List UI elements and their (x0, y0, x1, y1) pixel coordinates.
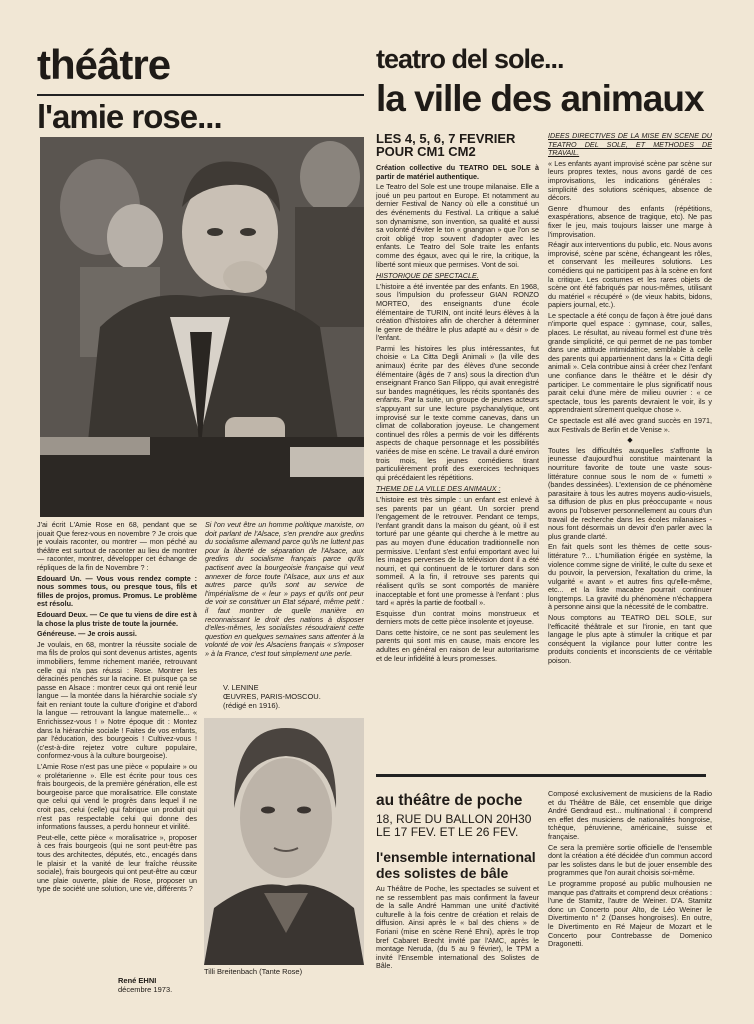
dates-line-1: LES 4, 5, 6, 7 FEVRIER (376, 131, 516, 146)
amie-dialogue-3: Généreuse. — Je crois aussi. (37, 629, 137, 639)
right-paragraph-2: Genre d'humour des enfants (répétitions, exaspérations, absence de tragique, etc). Ne pas fixer le jeu, mais toujours laisser une marge à l'improvisation. (548, 203, 712, 239)
poche-subtitle (376, 849, 536, 881)
man-smoking-photo (40, 137, 364, 517)
portrait-caption: Tilli Breitenbach (Tante Rose) (204, 967, 303, 976)
lenin-source: ŒUVRES, PARIS-MOSCOU. (223, 692, 321, 701)
teatro-paragraph-3: Parmi les histoires les plus intéressantes, fut choisie « La Citta Degli Animali » (la ville des animaux) écrite par des élèves d'une seconde élémentaire (âgés de 7 ans) sous la direction d'un enseignant Franco San Filippo, qui avait enregistré sur bandes magnétiques, les récits spontanés des enfants. Par la suite, un groupe de jeunes acteurs s'appuyant sur une lecture psychanalytique, ont improvisé sur le texte comme canevas, dans un climat de collaboration joyeuse. Le changement continuel des rôles a permis de voir les différents aspects de chaque personnage et les possibilités variées de mise en scène. Le travail a duré environ trois mois, les jeunes comédiens tirant particulièrement profit des exercices techniques qui précédaient les répétitions. (376, 343, 539, 482)
amie-dialogue-1: Edouard Un. — Vous vous rendez compte : nous sommes tous, ou presque tous, fils et filles de projos, promus. Promus. Le problème est résolu. (37, 573, 197, 609)
poche-paragraph-4: Le programme proposé au public mulhousien ne manque pas d'attraits et comprend deux créations : l'une de Stamitz, l'autre de Weiner. D'A. Stamitz donc un Concerto pour Alto, de Léo Weiner le Divertimento n° 2 (Danses hongroises). En outre, le Divertimento en Ré Majeur de Mozart et le Concerto pour Contrebasse de Domenico Dragonetti. (548, 878, 712, 949)
poche-dates (376, 813, 531, 839)
poche-column-left (376, 885, 539, 1015)
lenin-quote-text: Si l'on veut être un homme politique marxiste, on doit parlant de l'Alsace, s'en prendre aux gredins du socialisme allemand parce qu'ils ne luttent pas pour la liberté de séparation de l'Alsace, aux gredins du socialisme français parce qu'ils pactisent avec la bourgeoisie française qui veut annexer de force toute l'Alsace, aux uns et aux autres parce qu'ils sont au service de l'impérialisme de « leur » pays et qu'ils ont peur de voir se constituer un Etat séparé, même petit : il faut montrer de quelle manière en reconnaissant le droit des nations à disposer d'elles-mêmes, les socialistes résoudraient cette question en quelques semaines sans attenter à la volonté de voir les Alsaciens français « s'imposer » à la France, c'est tout simplement une perle. (205, 521, 364, 658)
right-paragraph-8: Nous comptons au TEATRO DEL SOLE, sur l'efficacité théâtrale et sur l'ironie, en tant que langage le plus apte à stimuler la critique et par conséquent la vigilance pour lutter contre les produits concients et inconscients de ce véritable poison. (548, 613, 712, 666)
article-kicker-teatro: teatro del sole... (376, 44, 564, 74)
right-paragraph-1: « Les enfants ayant improvisé scène par scène sur leurs propres textes, nous avons gardé de ces improvisations, les indications générales : simplicité des solutions scéniques, absence de décors. (548, 158, 712, 203)
teatro-paragraph-6: Dans cette histoire, ce ne sont pas seulement les parents qui sont mis en cause, mais encore les adultes en général en raison de leur autoritarisme et de leur infidélité à leurs promesses. (376, 627, 539, 663)
amie-paragraph-3: L'Amie Rose n'est pas une pièce « populaire » ou « prolétarienne ». Elle est écrite pour tous ces frais bourgeois, de la première génération, elle est bourgeoise parce que moralisatrice. Elle constate que celui qui vend le progrès dans lequel il ne croit pas, celui (celle) qui fabrique un produit qui n'est pas respectable celui qui donne des informations fausses, a perdu honneur et virilité. (37, 762, 197, 832)
poche-subtitle-2: des solistes de bâle (376, 865, 509, 881)
amie-paragraph-2: Je voulais, en 68, montrer la réussite sociale de ma fils de prolos qui sont devenus artistes, agents immobiliers, femme richement mariée, retrouvant celle qui n'a pas réussi : Rose. Montrer les déracinés penchés sur la racine. Et puisque ça se passe en Alsace : montrer ceux qui ont renié leur langue — la montée dans la hiérarchie sociale s'y fait en reniant toute la culture d'origine et d'abord la langue — retrouvant la langue maternelle... « Enrichissez-vous ! » Notre époque dit : Montez dans la hiérarchie sociale ! Faites de vos enfants, par l'éducation, des bourgeois ! Cultivez-vous ! (c'est-à-dire rejetez votre culture populaire, conformez-vous à la culture bourgeoise). (37, 639, 197, 761)
amie-signature (118, 976, 172, 994)
teatro-paragraph-1: Le Teatro del Sole est une troupe milanaise. Elle a joué un peu partout en Europe. Et notamment au dernier Festival de Nancy où elle a constitué un des événements du Festival. La critique a salué son dynamisme, son invention, sa qualité et aussi sa volonté d'éviter le ton « gnangnan » que l'on se croit obligé trop souvent d'adopter avec les enfants. Le Teatro del Sole traite les enfants comme des égaux, avec qui le rire, la critique, la liberté sont mieux que permises. Vont de soi. (376, 182, 539, 269)
poche-rule (376, 774, 706, 777)
amie-dialogue-2: Edouard Deux. — Ce que tu viens de dire est à la chose la plus triste de toute la journée. (37, 609, 197, 628)
poche-subtitle-1: l'ensemble international (376, 849, 536, 865)
amie-paragraph-4: Peut-elle, cette pièce « moralisatrice », proposer à ces frais bourgeois (qui ne sont peut-être pas tous des architectes, députés, etc., encagés dans le plaisir et la vanité de leur fraîche réussite sociale), frais bourgeois qui ont peut-être au cœur une plaie ouverte, plaie de Rose, proposer un type de société une solution, une vie, différents ? (37, 832, 197, 894)
teatro-column-right (548, 132, 712, 760)
poche-paragraph-3: Ce sera la première sortie officielle de l'ensemble dont la création a été décidée d'un commun accord par les solistes dans le but de jouer ensemble des programmes que l'on aurait choisis soi-même. (548, 842, 712, 878)
lenin-author: V. LENINE (223, 683, 259, 692)
right-paragraph-5: Ce spectacle est allé avec grand succès en 1971, aux Festivals de Berlin et de Venise ». (548, 416, 712, 434)
teatro-paragraph-2: L'histoire a été inventée par des enfants. En 1968, sous l'impulsion du professeur GIAN RONZO MORTEO, des enseignants d'une école élémentaire de TURIN, ont incité leurs élèves à la création d'histoires afin de chercher à déterminer le genre de théâtre le plus adapté au « désir » de l'enfant. (376, 281, 539, 343)
teatro-paragraph-4: L'histoire est très simple : un enfant est enlevé à ses parents par un géant. Un sorcier prend l'engagement de le retrouver. Pendant ce temps, l'enfant grandit dans la maison du géant, où il est torturé par une géante qui cherche à le mettre au pas au moyen d'une éducation traditionnelle non permissive. L'enfant s'est enfui emportant avec lui les images perverses de la télévision dont il a été nourri, et qui continuent de le torturer dans son sommeil. A la fin, il retrouve ses parents qui réalisent qu'ils se sont comportés de manière inacceptable et font une promesse à l'enfant : plus tard « après la partie de football ». (376, 494, 539, 608)
author-name: René EHNI (118, 976, 157, 985)
tilli-breitenbach-portrait (204, 718, 364, 965)
right-paragraph-7: En fait quels sont les thèmes de cette sous-littérature ?... L'humiliation érigée en système, la violence comme signe de virilité, le culte du sexe et du pouvoir, la perversion, l'exaltation du crime, la vulgarité « avant » et autres fins qu'elle-même, etc... et la liste macabre pourrait continuer longtemps. La gravité du phénomène n'échappera à personne ainsi que la nécessité de le combattre. (548, 542, 712, 612)
section-title: théâtre (37, 41, 171, 88)
amie-rose-column-1 (37, 521, 197, 973)
poche-dates-line: LE 17 FEV. ET LE 26 FEV. (376, 825, 519, 839)
article-title-ville-animaux: la ville des animaux (376, 78, 704, 119)
main-photo (40, 137, 364, 517)
header-rule (37, 94, 364, 96)
historique-heading: HISTORIQUE DE SPECTACLE. (376, 271, 479, 281)
dates-line-2: POUR CM1 CM2 (376, 144, 476, 159)
lenin-year: (rédigé en 1916). (223, 701, 281, 710)
article-title-amie-rose: l'amie rose... (37, 98, 222, 135)
teatro-paragraph-5: Esquisse d'un contrat moins monstrueux et derniers mots de cette pièce insolente et joyeuse. (376, 608, 539, 627)
poche-paragraph-2: Composé exclusivement de musiciens de la Radio et du Théâtre de Bâle, cet ensemble que dirige André Gendraud est... multinational : il comprend en effet des musiciens de nationalités hongroise, tchèque, péruvienne, américaine, suisse et française. (548, 790, 712, 841)
performance-dates (376, 132, 515, 158)
poche-title: au théâtre de poche (376, 792, 523, 809)
directives-heading: IDEES DIRECTIVES DE LA MISE EN SCENE DU TEATRO DEL SOLE, ET METHODES DE TRAVAIL. (548, 132, 712, 158)
lenin-quote (205, 521, 364, 681)
portrait-photo (204, 718, 364, 965)
teatro-lede: Création collective du TEATRO DEL SOLE à partir de matériel authentique. (376, 164, 539, 181)
right-paragraph-3: Réagir aux interventions du public, etc. Nous avons improvisé, scène par scène, échangeant les rôles, et conservant les meilleures solutions. Les comédiens qui ne participent pas à la scène en font la critique. Les costumes et les rares objets de scène ont été fabriqués par nous-mêmes, utilisant du matériel « récupéré » (de vieux habits, bidons, papiers journal, etc.). (548, 240, 712, 310)
lenin-attribution (223, 683, 321, 710)
amie-paragraph-1: J'ai écrit L'Amie Rose en 68, pendant que se jouait Que ferez-vous en novembre ? Je crois que je voulais raconter, ou montrer — mon péché au théâtre est surtout de raconter au lieu de montrer — raconter, montrer, développer cet échange de répliques de la fin de Novembre ? : (37, 521, 197, 572)
right-paragraph-4: Le spectacle a été conçu de façon à être joué dans n'importe quel espace : gymnase, cour, salles, places. Le résultat, au niveau formel est d'une très grande simplicité, ce qui permet de ne pas tomber dans une attitude intimidatrice, semblable à celle des parents qui appartiennent dans la « Citta degli animali ». Cela contribue ainsi à créer chez l'enfant une confiance dans le théâtre et le désir d'y participer. Le commentaire le plus significatif nous parait celui d'une mère de milieu ouvrier : « ce spectacle, tous les parents devraient le voir, ils y apprendraient sûrement quelque chose ». (548, 310, 712, 415)
right-paragraph-6: Toutes les difficultés auxquelles s'affronte la jeunesse d'aujourd'hui constitue maintenant la nourriture favorite de toute une vaste sous-littérature connue sous le nom de « fumetti » (bandes dessinées). L'extension de ce phénomène parasitaire à tous les autres moyens audio-visuels, sa diffusion de plus en plus préoccupante « nous avons pu l'observer personnellement au cours d'un travail de recherche dans les écoles milanaises - nous font désormais un devoir d'en parler avec la plus grande clarté. (548, 445, 712, 541)
poche-column-right (548, 790, 712, 1018)
poche-paragraph-1: Au Théâtre de Poche, les spectacles se suivent et ne se ressemblent pas mais confirment la faveur de la salle André Hamman une unité d'activité culturelle à la fois centre de création et relais de diffusion. Ainsi après le « bal des chiens » de Foriani (mise en scène René Ehni), après le trop bref Cabaret Brecht invité par l'AMC, après le montage Neruda, (du 5 au 9 février), le TPM a invité l'Ensemble international des Solistes de Bâle. (376, 885, 539, 971)
separator-diamond: ◆ (627, 435, 633, 445)
teatro-column-left (376, 164, 539, 760)
poche-address: 18, RUE DU BALLON 20H30 (376, 812, 532, 826)
theme-heading: THEME DE LA VILLE DES ANIMAUX : (376, 484, 501, 494)
signature-date: décembre 1973. (118, 985, 173, 994)
